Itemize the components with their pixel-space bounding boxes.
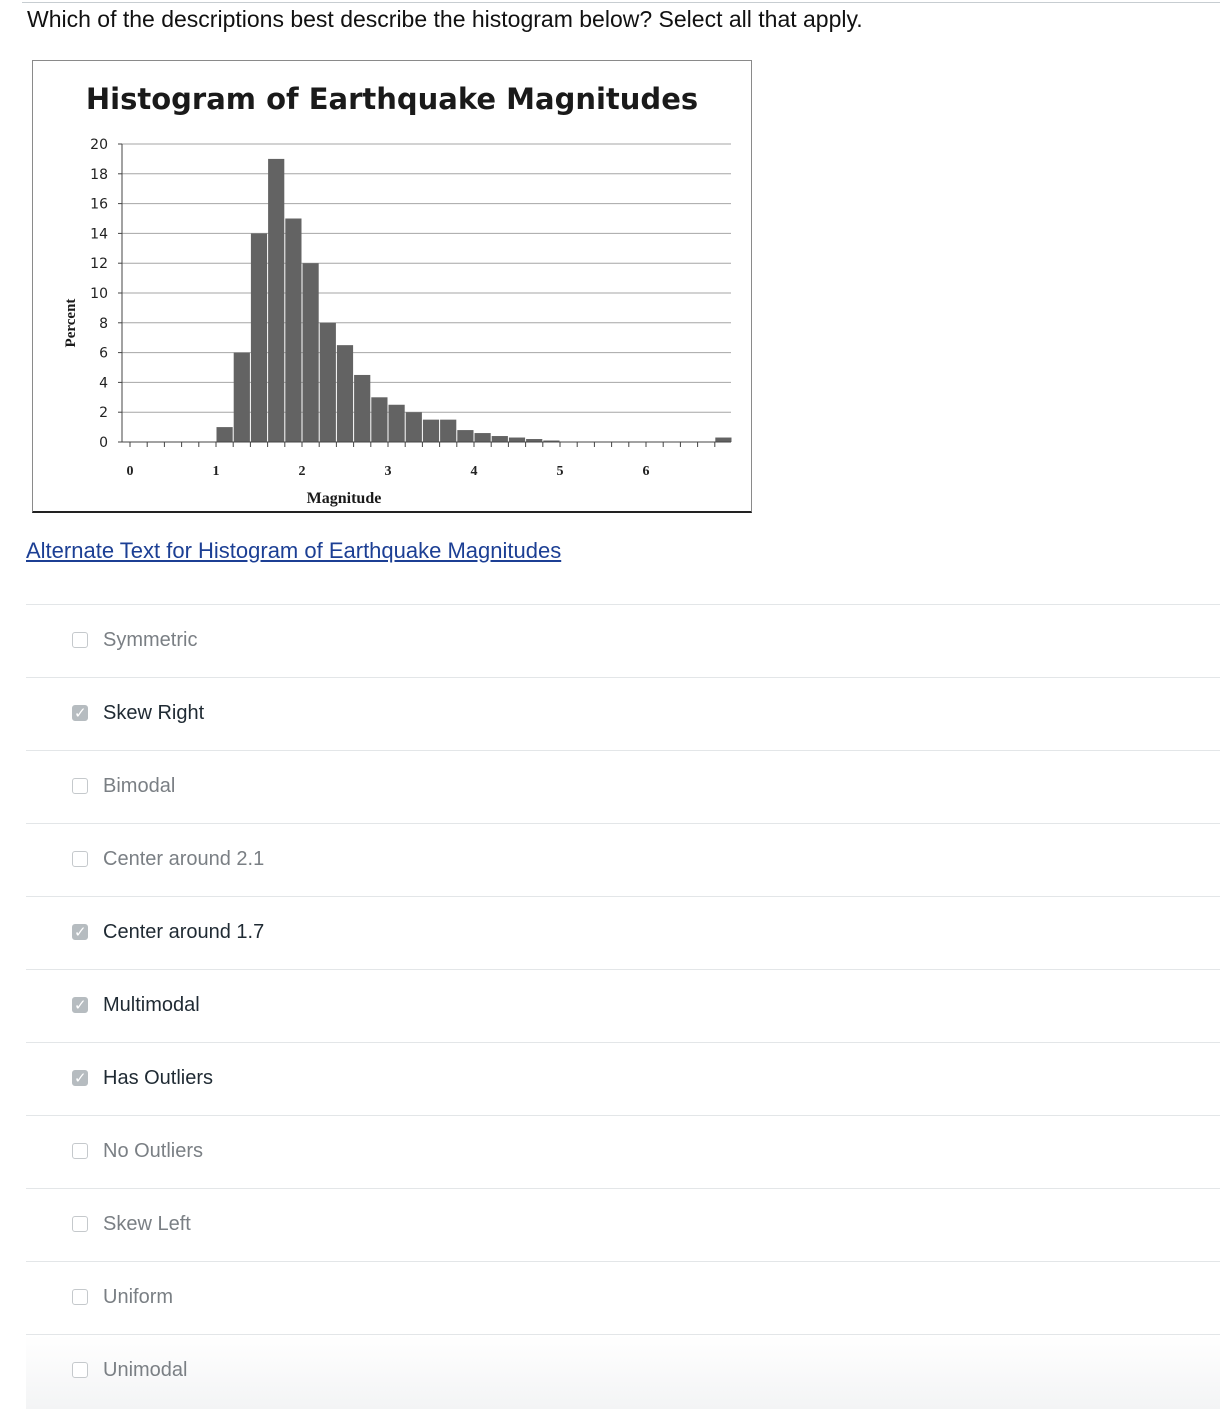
option-label[interactable]: Bimodal [103,775,176,797]
answer-options-list [26,604,1220,1409]
checkbox[interactable] [72,997,88,1013]
histogram-bar [423,420,439,442]
histogram-bar [715,438,731,442]
y-tick-label: 12 [90,256,108,273]
question-text: Which of the descriptions best describe the histogram below? Select all that apply. [27,6,863,32]
option-label[interactable]: Skew Right [103,702,205,724]
x-tick-label: 4 [470,464,478,479]
x-axis-label: Magnitude [306,490,382,507]
checkmark-icon: ✓ [74,704,87,722]
answer-option[interactable] [26,1261,1220,1334]
alt-text-link[interactable]: Alternate Text for Histogram of Earthquake Magnitudes [26,538,562,563]
option-label[interactable]: Skew Left [103,1213,191,1235]
option-label[interactable]: Unimodal [103,1359,188,1381]
chart-title: Histogram of Earthquake Magnitudes [85,82,699,116]
y-tick-label: 10 [90,286,108,302]
top-divider [22,2,1220,3]
y-tick-label: 16 [90,196,108,213]
histogram-bar [285,219,301,443]
option-label[interactable]: Symmetric [103,629,198,651]
checkbox[interactable] [72,778,88,794]
answer-option[interactable] [26,1188,1220,1261]
answer-option[interactable] [26,677,1220,750]
x-tick-label: 5 [556,464,564,479]
histogram-bar [389,405,405,442]
histogram-bar [371,397,387,442]
checkmark-icon: ✓ [74,1069,87,1087]
checkbox[interactable] [72,632,88,648]
checkbox[interactable] [72,924,88,940]
y-tick-label: 18 [90,166,108,183]
answer-option[interactable] [26,1115,1220,1188]
answer-option[interactable] [26,1334,1220,1409]
histogram-chart [33,61,751,511]
histogram-figure [32,60,752,513]
histogram-bar [475,433,491,442]
histogram-bar [406,412,422,442]
checkbox[interactable] [72,1362,88,1378]
answer-option[interactable] [26,896,1220,969]
x-tick-label: 6 [642,464,650,479]
answer-option[interactable] [26,750,1220,823]
histogram-bar [440,420,456,442]
option-label[interactable]: Multimodal [103,994,200,1016]
y-axis-label: Percent [63,298,79,348]
histogram-bar [268,159,284,442]
histogram-bar [337,345,353,442]
checkbox[interactable] [72,1143,88,1159]
y-tick-label: 14 [90,226,108,243]
histogram-bar [217,427,233,442]
y-tick-label: 20 [90,137,108,153]
checkbox[interactable] [72,1289,88,1305]
checkmark-icon: ✓ [74,996,87,1014]
checkmark-icon: ✓ [74,923,87,941]
answer-option[interactable] [26,823,1220,896]
histogram-bar [303,263,319,442]
option-label[interactable]: No Outliers [103,1140,204,1162]
option-label[interactable]: Has Outliers [103,1067,214,1089]
y-tick-label: 8 [99,315,108,332]
y-tick-label: 6 [99,345,108,362]
x-tick-label: 0 [126,464,134,479]
answer-option[interactable] [26,604,1220,677]
histogram-bar [457,430,473,442]
x-tick-label: 2 [298,464,306,479]
y-tick-label: 0 [99,435,108,451]
y-tick-label: 4 [99,375,108,392]
histogram-bar [509,438,525,442]
option-label[interactable]: Center around 1.7 [103,921,265,943]
checkbox[interactable] [72,1070,88,1086]
x-tick-label: 3 [384,464,392,479]
x-tick-label: 1 [212,464,220,479]
histogram-bar [251,233,267,442]
checkbox[interactable] [72,705,88,721]
histogram-bar [354,375,370,442]
checkbox[interactable] [72,1216,88,1232]
answer-option[interactable] [26,1042,1220,1115]
option-label[interactable]: Uniform [103,1286,174,1308]
option-label[interactable]: Center around 2.1 [103,848,265,870]
answer-option[interactable] [26,969,1220,1042]
y-tick-label: 2 [99,405,108,422]
histogram-bar [492,436,508,442]
checkbox[interactable] [72,851,88,867]
histogram-bar [320,323,336,442]
histogram-bar [234,353,250,442]
